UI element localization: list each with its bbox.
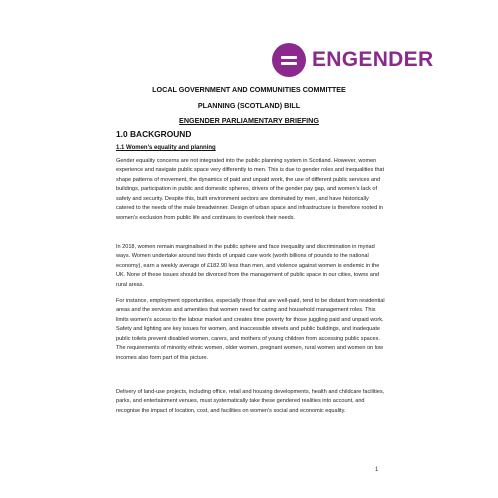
section-title: 1.0 BACKGROUND: [116, 129, 192, 139]
committee-heading: LOCAL GOVERNMENT AND COMMUNITIES COMMITTEE: [152, 85, 346, 94]
paragraph: In 2018, women remain marginalised in the public sphere and face inequality and discrimination in myriad ways. Women undertake around two thirds of unpaid care work (worth billions of pounds to the national economy), earn a weekly average of £182.90 less than men, and violence against women is endemic in the UK. None of these issues should be divorced from the management of public space in our cities, towns and rural areas.: [116, 244, 380, 288]
briefing-heading: ENGENDER PARLIAMENTARY BRIEFING: [179, 116, 319, 125]
paragraph: Delivery of land-use projects, including office, retail and housing developments, health and childcare facilities, parks, and entertainment venues, must systematically take these gendered realities into account, and recognise the impact of location, cost, and facilities on women’s social and economic equality.: [116, 389, 385, 414]
paragraph: Gender equality concerns are not integrated into the public planning system in Scotland. However, women experience and navigate public space very differently to men. This is due to gender roles and inequalities that shape patterns of movement, the dynamics of paid and unpaid work, the use of different public services and buildings, participation in public and domestic spheres, drivers of the gender pay gap, and women’s lack of safety and security. Despite this, built environment sectors are dominated by men, and have historically catered to the needs of the male breadwinner. Design of urban space and infrastructure is therefore rooted in women’s exclusion from public life and continues to overlook their needs.: [116, 158, 385, 221]
paragraph: For instance, employment opportunities, especially those that are well-paid, tend to be distant from residential areas and the services and amenities that women need for caring and household management roles. This limits women’s access to the labour market and creates time poverty for those juggling paid and unpaid work. Safety and lighting are key issues for women, and inaccessible streets and public buildings, and inadequate public toilets prevent disabled women, carers, and mothers of young children from accessing public spaces. The requirements of minority ethnic women, older women, pregnant women, rural women and women on low incomes also form part of this picture.: [116, 298, 385, 361]
equals-icon: [272, 43, 306, 77]
subsection-title: 1.1 Women’s equality and planning: [116, 145, 216, 151]
engender-logo: [272, 42, 433, 78]
bill-heading: PLANNING (SCOTLAND) BILL: [197, 101, 301, 110]
page-number: 1: [375, 467, 379, 473]
logo-wordmark: ENGENDER: [312, 48, 434, 71]
